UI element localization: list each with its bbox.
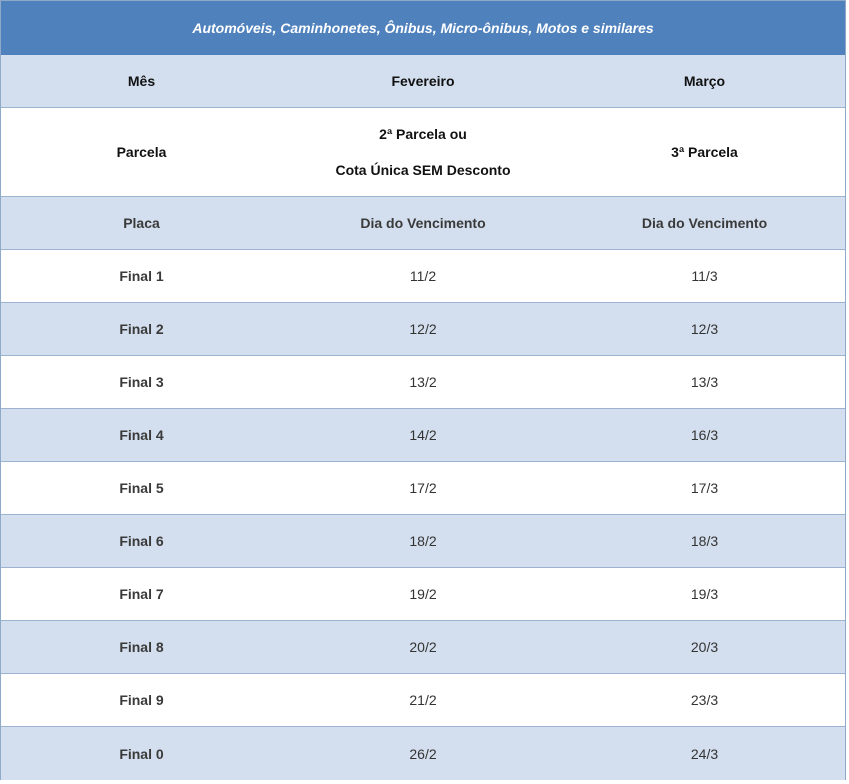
plate-header-row: [1, 197, 845, 250]
due-date-february: 12/2: [409, 321, 437, 337]
parcel-february: [282, 108, 564, 196]
table-title: Automóveis, Caminhonetes, Ônibus, Micro-ônibus, Motos e similares: [192, 19, 654, 36]
parcel-label: Parcela: [116, 144, 167, 160]
table-row: [1, 568, 845, 621]
table-row: [1, 356, 845, 409]
table-row: [1, 727, 845, 780]
plate-final: Final 4: [119, 427, 164, 443]
parcel-february-line2: Cota Única SEM Desconto: [335, 162, 511, 178]
month-label: Mês: [127, 73, 156, 89]
plate-final: Final 3: [119, 374, 164, 390]
table-row: [1, 515, 845, 568]
plate-label: Placa: [123, 215, 160, 231]
due-date-march: 17/3: [690, 480, 719, 496]
plate-final: Final 7: [119, 586, 164, 602]
month-row: [1, 55, 845, 108]
due-date-february: 11/2: [409, 268, 437, 284]
parcel-february-line1: 2ª Parcela ou: [379, 126, 467, 142]
table-row: [1, 674, 845, 727]
plate-final: Final 1: [119, 268, 164, 284]
plate-final: Final 8: [119, 639, 164, 655]
due-date-march: 18/3: [690, 533, 719, 549]
table-title-row: [1, 1, 845, 55]
due-date-february: 13/2: [409, 374, 437, 390]
due-date-february: 14/2: [409, 427, 437, 443]
plate-final: Final 6: [119, 533, 164, 549]
due-date-february: 20/2: [409, 639, 437, 655]
due-date-february: 19/2: [409, 586, 437, 602]
parcel-march: 3ª Parcela: [671, 144, 738, 160]
due-date-march: 24/3: [690, 745, 719, 762]
due-date-february: 26/2: [409, 745, 437, 762]
plate-final: Final 0: [119, 745, 164, 762]
due-date-march: 23/3: [690, 692, 719, 708]
table-row: [1, 621, 845, 674]
plate-final: Final 2: [119, 321, 164, 337]
due-day-header-march: Dia do Vencimento: [641, 215, 768, 231]
due-date-february: 18/2: [409, 533, 437, 549]
plate-final: Final 9: [119, 692, 164, 708]
due-date-february: 21/2: [409, 692, 437, 708]
month-march: Março: [683, 73, 726, 89]
due-date-march: 12/3: [690, 321, 719, 337]
due-date-march: 16/3: [690, 427, 719, 443]
table-row: [1, 462, 845, 515]
table-row: [1, 303, 845, 356]
due-date-march: 13/3: [690, 374, 719, 390]
due-date-march: 20/3: [690, 639, 719, 655]
month-february: Fevereiro: [391, 73, 455, 89]
table-row: [1, 250, 845, 303]
due-date-february: 17/2: [409, 480, 437, 496]
due-day-header-february: Dia do Vencimento: [360, 215, 486, 231]
plate-final: Final 5: [119, 480, 164, 496]
due-date-march: 19/3: [690, 586, 719, 602]
parcel-row: [1, 108, 845, 197]
due-date-march: 11/3: [691, 268, 718, 284]
table-row: [1, 409, 845, 462]
